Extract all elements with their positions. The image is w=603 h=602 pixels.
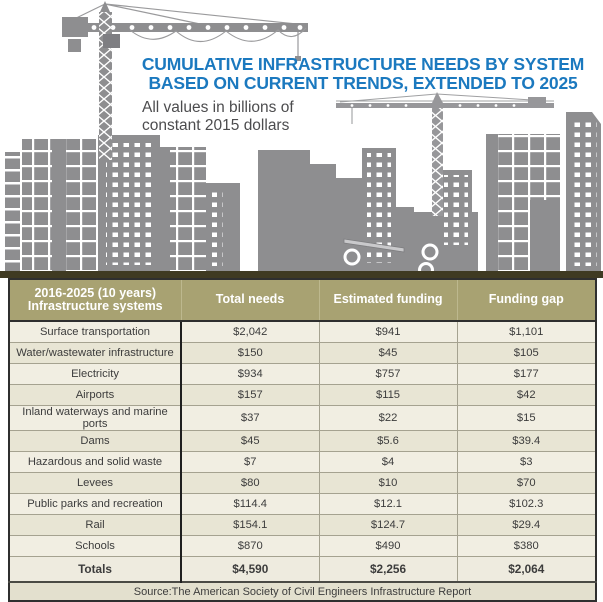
total-needs-cell: $114.4 (181, 494, 319, 515)
estimated-funding-cell: $941 (319, 321, 457, 343)
funding-gap-cell: $102.3 (457, 494, 596, 515)
system-cell: Airports (9, 385, 181, 406)
units-note-line2: constant 2015 dollars (142, 116, 290, 134)
system-cell: Electricity (9, 364, 181, 385)
estimated-funding-cell: $12.1 (319, 494, 457, 515)
total-needs-cell: $150 (181, 343, 319, 364)
estimated-funding-cell: $490 (319, 536, 457, 557)
funding-gap-cell: $70 (457, 473, 596, 494)
funding-gap-cell: $42 (457, 385, 596, 406)
total-needs-cell: $45 (181, 431, 319, 452)
table-row (9, 536, 596, 557)
ground-line (0, 271, 603, 278)
funding-gap-cell: $105 (457, 343, 596, 364)
page-title (130, 55, 596, 93)
total-needs-cell: $37 (181, 406, 319, 431)
table-row (9, 385, 596, 406)
col-header-funding-gap: Funding gap (457, 279, 596, 321)
estimated-funding-cell: $22 (319, 406, 457, 431)
totals-funding-gap: $2,064 (457, 557, 596, 583)
units-note (142, 99, 362, 134)
col-header-systems: 2016-2025 (10 years) Infrastructure systems (9, 279, 181, 321)
source-row (9, 582, 596, 601)
funding-gap-cell: $15 (457, 406, 596, 431)
system-cell: Inland waterways and marine ports (9, 406, 181, 431)
table-row (9, 452, 596, 473)
funding-gap-cell: $3 (457, 452, 596, 473)
estimated-funding-cell: $5.6 (319, 431, 457, 452)
table-row (9, 321, 596, 343)
table-row (9, 515, 596, 536)
infrastructure-needs-table (8, 278, 597, 602)
table-row (9, 494, 596, 515)
source-text: Source:The American Society of Civil Engineers Infrastructure Report (9, 582, 596, 601)
totals-label: Totals (9, 557, 181, 583)
system-cell: Public parks and recreation (9, 494, 181, 515)
funding-gap-cell: $380 (457, 536, 596, 557)
funding-gap-cell: $1,101 (457, 321, 596, 343)
funding-gap-cell: $39.4 (457, 431, 596, 452)
table-row (9, 343, 596, 364)
estimated-funding-cell: $10 (319, 473, 457, 494)
system-cell: Dams (9, 431, 181, 452)
city-skyline-icon (0, 0, 603, 278)
col-header-estimated-funding: Estimated funding (319, 279, 457, 321)
totals-row (9, 557, 596, 583)
funding-gap-cell: $177 (457, 364, 596, 385)
system-cell: Levees (9, 473, 181, 494)
table-row (9, 406, 596, 431)
units-note-line1: All values in billions of (142, 99, 294, 116)
total-needs-cell: $157 (181, 385, 319, 406)
total-needs-cell: $154.1 (181, 515, 319, 536)
table-row (9, 431, 596, 452)
title-line2: BASED ON CURRENT TRENDS, EXTENDED TO 2025 (148, 73, 578, 93)
title-line1: CUMULATIVE INFRASTRUCTURE NEEDS BY SYSTEM (141, 54, 585, 74)
system-cell: Rail (9, 515, 181, 536)
funding-gap-cell: $29.4 (457, 515, 596, 536)
total-needs-cell: $80 (181, 473, 319, 494)
estimated-funding-cell: $4 (319, 452, 457, 473)
totals-total-needs: $4,590 (181, 557, 319, 583)
table-row (9, 364, 596, 385)
total-needs-cell: $934 (181, 364, 319, 385)
total-needs-cell: $870 (181, 536, 319, 557)
system-cell: Hazardous and solid waste (9, 452, 181, 473)
total-needs-cell: $2,042 (181, 321, 319, 343)
estimated-funding-cell: $757 (319, 364, 457, 385)
table-row (9, 473, 596, 494)
col-header-total-needs: Total needs (181, 279, 319, 321)
total-needs-cell: $7 (181, 452, 319, 473)
table-body (9, 321, 596, 557)
estimated-funding-cell: $45 (319, 343, 457, 364)
system-cell: Schools (9, 536, 181, 557)
system-cell: Surface transportation (9, 321, 181, 343)
table-header-row (9, 279, 596, 321)
totals-estimated-funding: $2,256 (319, 557, 457, 583)
system-cell: Water/wastewater infrastructure (9, 343, 181, 364)
buildings-group (5, 112, 601, 273)
estimated-funding-cell: $115 (319, 385, 457, 406)
estimated-funding-cell: $124.7 (319, 515, 457, 536)
